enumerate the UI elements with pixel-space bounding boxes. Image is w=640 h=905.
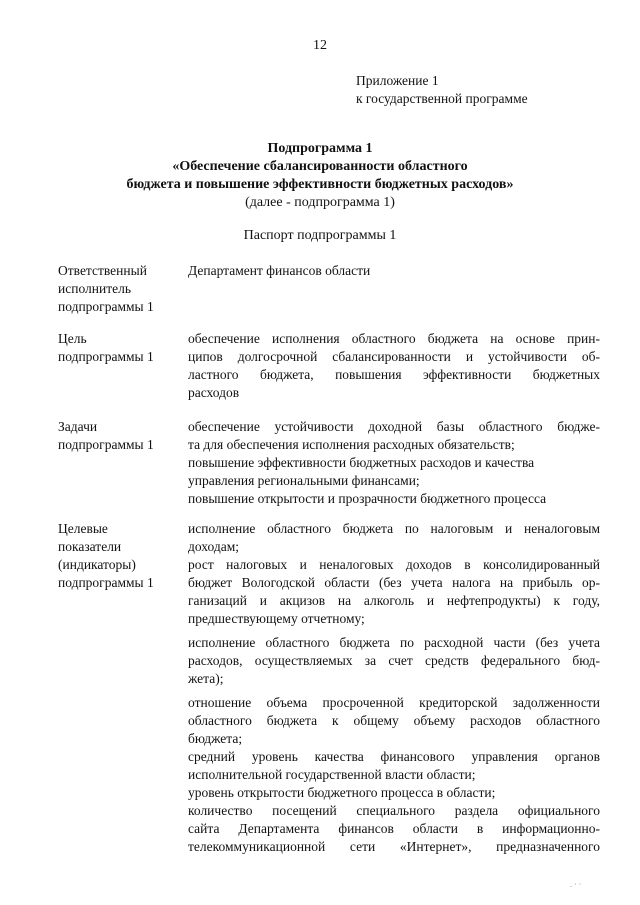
appendix-line: Приложение 1	[356, 73, 439, 88]
value-line: Департамент финансов области	[188, 263, 371, 278]
value-line: рост налоговых и неналоговых доходов в консолидированный	[188, 557, 600, 572]
value-line: жета);	[188, 671, 224, 686]
row-value	[188, 330, 600, 402]
value-line: предшествующему отчетному;	[188, 611, 365, 626]
value-line: ганизаций и акцизов на алкоголь и нефтепродукты) к году,	[188, 593, 600, 608]
subprogram-title	[0, 140, 640, 212]
row-value	[188, 262, 600, 280]
appendix-line: к государственной программе	[356, 91, 528, 106]
row-label	[58, 262, 178, 316]
row-label	[58, 418, 178, 454]
label-line: исполнитель	[58, 281, 131, 296]
title-line: Подпрограмма 1	[267, 141, 373, 156]
label-line: Целевые	[58, 521, 108, 536]
value-line: исполнение областного бюджета по расходной части (без учета	[188, 635, 600, 650]
label-line: показатели	[58, 539, 122, 554]
value-line: телекоммуникационной сети «Интернет», предназначенного	[188, 839, 600, 854]
value-line: бюджета;	[188, 731, 243, 746]
value-line: исполнительной государственной власти области;	[188, 767, 476, 782]
row-label	[58, 330, 178, 366]
value-line: расходов, осуществляемых за счет средств федерального бюд-	[188, 653, 600, 668]
label-line: подпрограммы 1	[58, 575, 154, 590]
value-line: отношение объема просроченной кредиторской задолженности	[188, 695, 600, 710]
value-line: средний уровень качества финансового управления органов	[188, 749, 600, 764]
value-line: повышение эффективности бюджетных расходов и качества	[188, 455, 535, 470]
value-line: уровень открытости бюджетного процесса в области;	[188, 785, 496, 800]
label-line: подпрограммы 1	[58, 437, 154, 452]
title-line: «Обеспечение сбалансированности областного	[172, 159, 468, 174]
value-line: сайта Департамента финансов области в информационно-	[188, 821, 600, 836]
value-line: расходов	[188, 385, 240, 400]
value-line: обеспечение исполнения областного бюджета на основе прин-	[188, 331, 600, 346]
row-value	[188, 418, 600, 508]
value-line: обеспечение устойчивости доходной базы областного бюдже-	[188, 419, 600, 434]
value-line: ластного бюджета, повышения эффективности бюджетных	[188, 367, 600, 382]
value-line: повышение открытости и прозрачности бюджетного процесса	[188, 491, 547, 506]
scan-artifact-mark: . · ·	[570, 880, 582, 889]
value-line: управления региональными финансами;	[188, 473, 420, 488]
value-line: доходам;	[188, 539, 240, 554]
value-line: областного бюджета к общему объему расходов областного	[188, 713, 600, 728]
row-label	[58, 520, 178, 592]
title-subline: (далее - подпрограмма 1)	[245, 195, 395, 210]
value-line: ципов долгосрочной сбалансированности и устойчивости об-	[188, 349, 600, 364]
title-line: бюджета и повышение эффективности бюджетных расходов»	[126, 177, 514, 192]
label-line: Задачи	[58, 419, 98, 434]
label-line: Цель	[58, 331, 87, 346]
value-line: бюджет Вологодской области (без учета налога на прибыль ор-	[188, 575, 600, 590]
value-line: та для обеспечения исполнения расходных обязательств;	[188, 437, 515, 452]
passport-title: Паспорт подпрограммы 1	[243, 228, 397, 243]
label-line: подпрограммы 1	[58, 299, 154, 314]
label-line: (индикаторы)	[58, 557, 136, 572]
page-number: 12	[313, 38, 327, 53]
row-value	[188, 520, 600, 856]
value-line: количество посещений специального раздела официального	[188, 803, 600, 818]
appendix-note	[356, 72, 528, 108]
value-line: исполнение областного бюджета по налоговым и неналоговым	[188, 521, 600, 536]
label-line: Ответственный	[58, 263, 147, 278]
label-line: подпрограммы 1	[58, 349, 154, 364]
